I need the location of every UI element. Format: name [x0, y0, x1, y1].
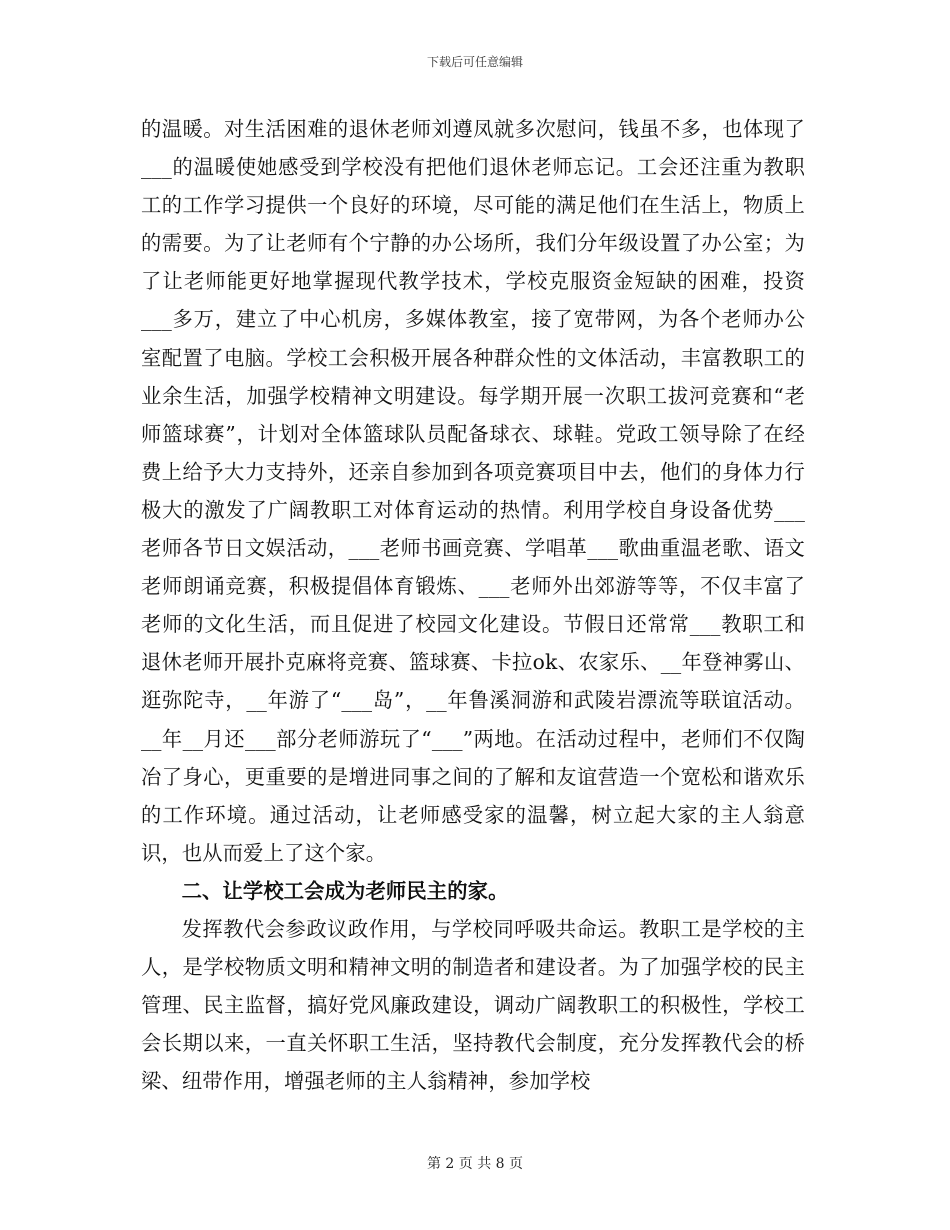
page-number: 第 2 页 共 8 页	[426, 1156, 524, 1172]
page-header: 下载后可任意编辑	[426, 55, 523, 69]
body-paragraph: 发挥教代会参政议政作用，与学校同呼吸共命运。教职工是学校的主人，是学校物质文明和精神文明的制造者和建设者。为了加强学校的民主管理、民主监督，搞好党风廉政建设，调动广阔教职工的积极性，学校工会长期以来，一直关怀职工生活，坚持教代会制度，充分发挥教代会的桥梁、纽带作用，增强老师的主人翁精神，参加学校	[141, 916, 805, 1094]
document-body	[141, 110, 805, 1100]
body-paragraph: 的温暖。对生活困难的退休老师刘遵凤就多次慰问，钱虽不多，也体现了___的温暖使她感受到学校没有把他们退休老师忘记。工会还注重为教职工的工作学习提供一个良好的环境，尽可能的满足他们在生活上，物质上的需要。为了让老师有个宁静的办公场所，我们分年级设置了办公室；为了让老师能更好地掌握现代教学技术，学校克服资金短缺的困难，投资___多万，建立了中心机房，多媒体教室，接了宽带网，为各个老师办公室配置了电脑。学校工会积极开展各种群众性的文体活动，丰富教职工的业余生活，加强学校精神文明建设。每学期开展一次职工拔河竞赛和“老师篮球赛”，计划对全体篮球队员配备球衣、球鞋。党政工领导除了在经费上给予大力支持外，还亲自参加到各项竞赛项目中去，他们的身体力行极大的激发了广阔教职工对体育运动的热情。利用学校自身设备优势___老师各节日文娱活动，___老师书画竞赛、学唱革___歌曲重温老歌、语文老师朗诵竞赛，积极提倡体育锻炼、___老师外出郊游等等，不仅丰富了老师的文化生活，而且促进了校园文化建设。节假日还常常___教职工和退休老师开展扑克麻将竞赛、篮球赛、卡拉ok、农家乐、__年登神雾山、逛弥陀寺，__年游了“___岛”，__年鲁溪洞游和武陵岩漂流等联谊活动。__年__月还___部分老师游玩了“___”两地。在活动过程中，老师们不仅陶冶了身心，更重要的是增进同事之间的了解和友谊营造一个宽松和谐欢乐的工作环境。通过活动，让老师感受家的温馨，树立起大家的主人翁意识，也从而爱上了这个家。	[141, 117, 805, 865]
section-heading: 二、让学校工会成为老师民主的家。	[181, 878, 509, 903]
